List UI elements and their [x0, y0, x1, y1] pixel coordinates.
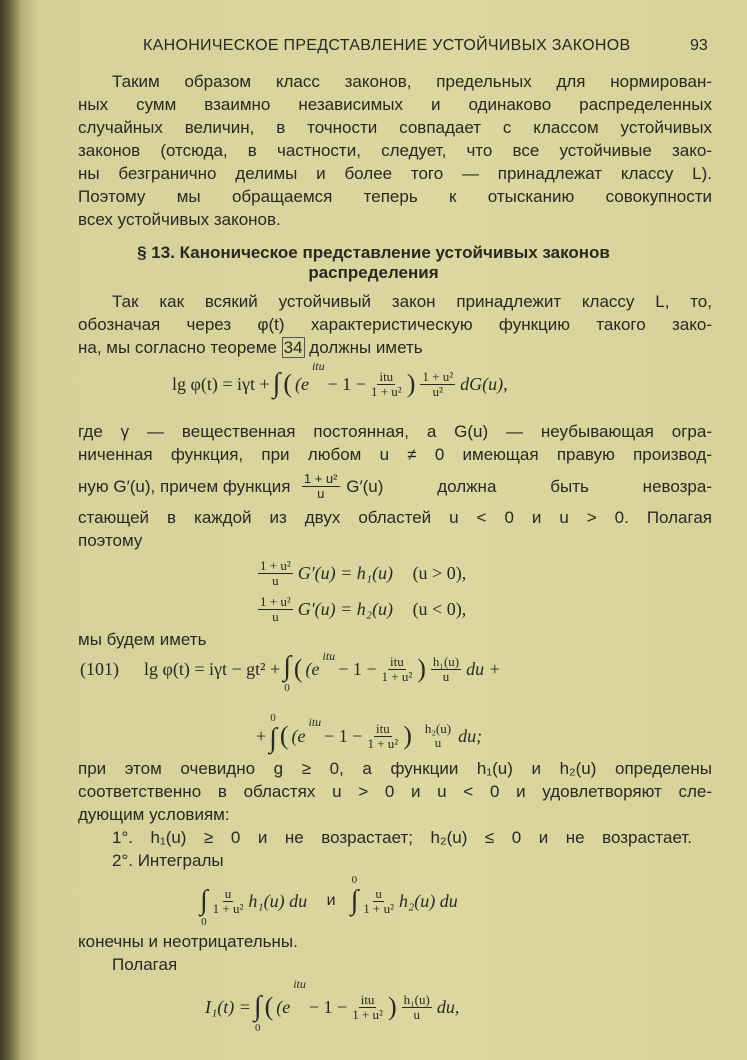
num: itu	[375, 720, 390, 736]
f: G′(u) = h₂(u)	[297, 599, 394, 619]
f: (e	[294, 374, 309, 394]
text-line: всех устойчивых законов.	[78, 210, 281, 229]
f: h₁(u) du	[248, 891, 308, 911]
definition-h2	[256, 592, 466, 626]
f: lg φ(t) = iγt +	[172, 374, 270, 394]
f: )	[417, 654, 426, 683]
f: I₁(t) =	[205, 997, 251, 1017]
page-number: 93	[690, 37, 708, 54]
text-line: стающей в каждой из двух областей u < 0 и u > 0. Полагая	[78, 508, 712, 527]
text-line: соответственно в областях u > 0 и u < 0 и удовлетворяют сле-	[78, 782, 712, 801]
num: 1 + u²	[260, 557, 291, 573]
integral-sign: ∫ 0	[253, 991, 262, 1034]
text-line: обозначая через φ(t) характеристическую функцию такого зако-	[78, 315, 712, 334]
text-line: мы будем иметь	[78, 630, 207, 649]
den: u	[413, 1006, 420, 1022]
f: h₂(u) du	[399, 891, 458, 911]
num: 1 + u²	[303, 470, 338, 486]
den: 1 + u²	[212, 900, 244, 916]
text-line: случайных величин, в точности совпадает с классом устойчивых	[78, 118, 712, 137]
num: itu	[390, 653, 404, 669]
f: itu	[311, 359, 325, 373]
f: +	[256, 726, 267, 746]
text-line: при этом очевидно g ≥ 0, а функции h₁(u) и h₂(u) определены	[78, 759, 712, 778]
section-heading: § 13. Каноническое представление устойчивых законов	[137, 243, 610, 262]
f: itu	[322, 649, 336, 663]
paren: (	[279, 721, 289, 750]
f: du;	[458, 726, 483, 746]
f: (e	[291, 726, 306, 746]
num: h₁(u)	[432, 653, 460, 669]
integral-sign: 0 ∫	[350, 874, 359, 916]
equation-101-cont	[256, 704, 482, 754]
running-title: КАНОНИЧЕСКОЕ ПРЕДСТАВЛЕНИЕ УСТОЙЧИВЫХ ЗАКОНОВ	[143, 37, 631, 54]
f: (e	[305, 659, 320, 679]
num: h₂(u)	[424, 721, 452, 736]
integral-sign: ∫ 0	[200, 885, 208, 928]
text-line: Полагая	[112, 955, 178, 974]
f: )	[406, 369, 416, 398]
f: du,	[436, 997, 460, 1017]
num: h₁(u)	[403, 991, 430, 1007]
paren: (	[283, 369, 292, 398]
den: u	[272, 608, 279, 624]
f: − 1 −	[324, 726, 363, 746]
den: 1 + u²	[352, 1006, 383, 1022]
f: и	[326, 892, 336, 909]
f: du +	[466, 659, 501, 679]
text-line: дующим условиям:	[78, 805, 230, 824]
f: − 1 −	[338, 659, 377, 679]
equation-number: (101)	[80, 659, 119, 679]
den: 1 + u²	[363, 900, 394, 916]
f: dG(u),	[460, 374, 508, 394]
integral-sign: ∫ 0	[283, 651, 291, 694]
f: (u < 0),	[412, 599, 467, 619]
f: itu	[293, 977, 306, 991]
limit: 0	[254, 1022, 261, 1034]
den: 1 + u²	[381, 668, 413, 684]
text: ную G′(u), причем функция	[78, 476, 291, 496]
den: u	[434, 735, 442, 750]
text-line: ных сумм взаимно независимых и одинаково распределенных	[78, 95, 712, 114]
f: )	[403, 721, 412, 750]
f: − 1 −	[308, 997, 348, 1017]
definition-h1	[256, 556, 466, 590]
limit: 0	[270, 712, 276, 724]
text: на, мы согласно теореме	[78, 338, 277, 357]
section-heading-2: распределения	[308, 263, 439, 282]
num: itu	[379, 368, 394, 384]
f: (u > 0),	[412, 563, 467, 583]
limit: 0	[201, 916, 207, 928]
f: (e	[276, 997, 291, 1017]
f: )	[387, 992, 397, 1021]
f: − 1 −	[327, 374, 366, 394]
den: 1 + u²	[370, 383, 402, 399]
text-line	[78, 336, 712, 359]
text-line: законов (отсюда, в частности, следует, что все устойчивые зако-	[78, 141, 712, 160]
equation-101	[80, 649, 501, 702]
num: u	[375, 885, 382, 901]
integral-sign: ∫	[272, 368, 281, 399]
den: 1 + u²	[367, 735, 399, 751]
formula-1	[172, 359, 508, 406]
f: G′(u) = h₁(u)	[297, 563, 394, 583]
f: itu	[308, 715, 322, 729]
text-line: ны безгранично делимы и более того — принадлежат классу L).	[78, 164, 712, 183]
num: 1 + u²	[422, 368, 454, 384]
integrals	[200, 874, 458, 928]
f: lg φ(t) = iγt − gt² +	[144, 659, 281, 679]
text-line: где γ — вещественная постоянная, а G(u) — неубывающая огра-	[78, 422, 712, 441]
text-line	[78, 470, 712, 502]
num: u	[224, 885, 232, 901]
den: u	[442, 668, 450, 684]
paren: (	[264, 992, 274, 1021]
text-line: конечны и неотрицательны.	[78, 932, 298, 951]
den: u	[317, 485, 325, 501]
num: itu	[360, 991, 375, 1007]
text: G′(u) должна быть невозра-	[346, 476, 712, 496]
text: должны иметь	[309, 338, 423, 357]
limit: 0	[351, 874, 358, 886]
text-line: Так как всякий устойчивый закон принадлежит классу L, то,	[112, 292, 712, 311]
text-line: Поэтому мы обращаемся теперь к отысканию совокупности	[78, 187, 712, 206]
text-line: ниченная функция, при любом u ≠ 0 имеющая правую производ-	[78, 445, 712, 464]
num: 1 + u²	[260, 593, 291, 609]
condition-1: 1°. h₁(u) ≥ 0 и не возрастает; h₂(u) ≤ 0 и не возрастает.	[112, 828, 692, 847]
paren: (	[293, 654, 303, 683]
den: u²	[432, 383, 443, 399]
condition-2: 2°. Интегралы	[112, 851, 224, 870]
integral-sign: 0 ∫	[269, 712, 277, 754]
limit: 0	[284, 682, 290, 694]
den: u	[272, 572, 279, 588]
text-line: поэтому	[78, 531, 143, 550]
theorem-reference: 34	[283, 338, 303, 357]
equation-I1	[205, 977, 460, 1034]
text-line: Таким образом класс законов, предельных для нормирован-	[112, 72, 712, 91]
